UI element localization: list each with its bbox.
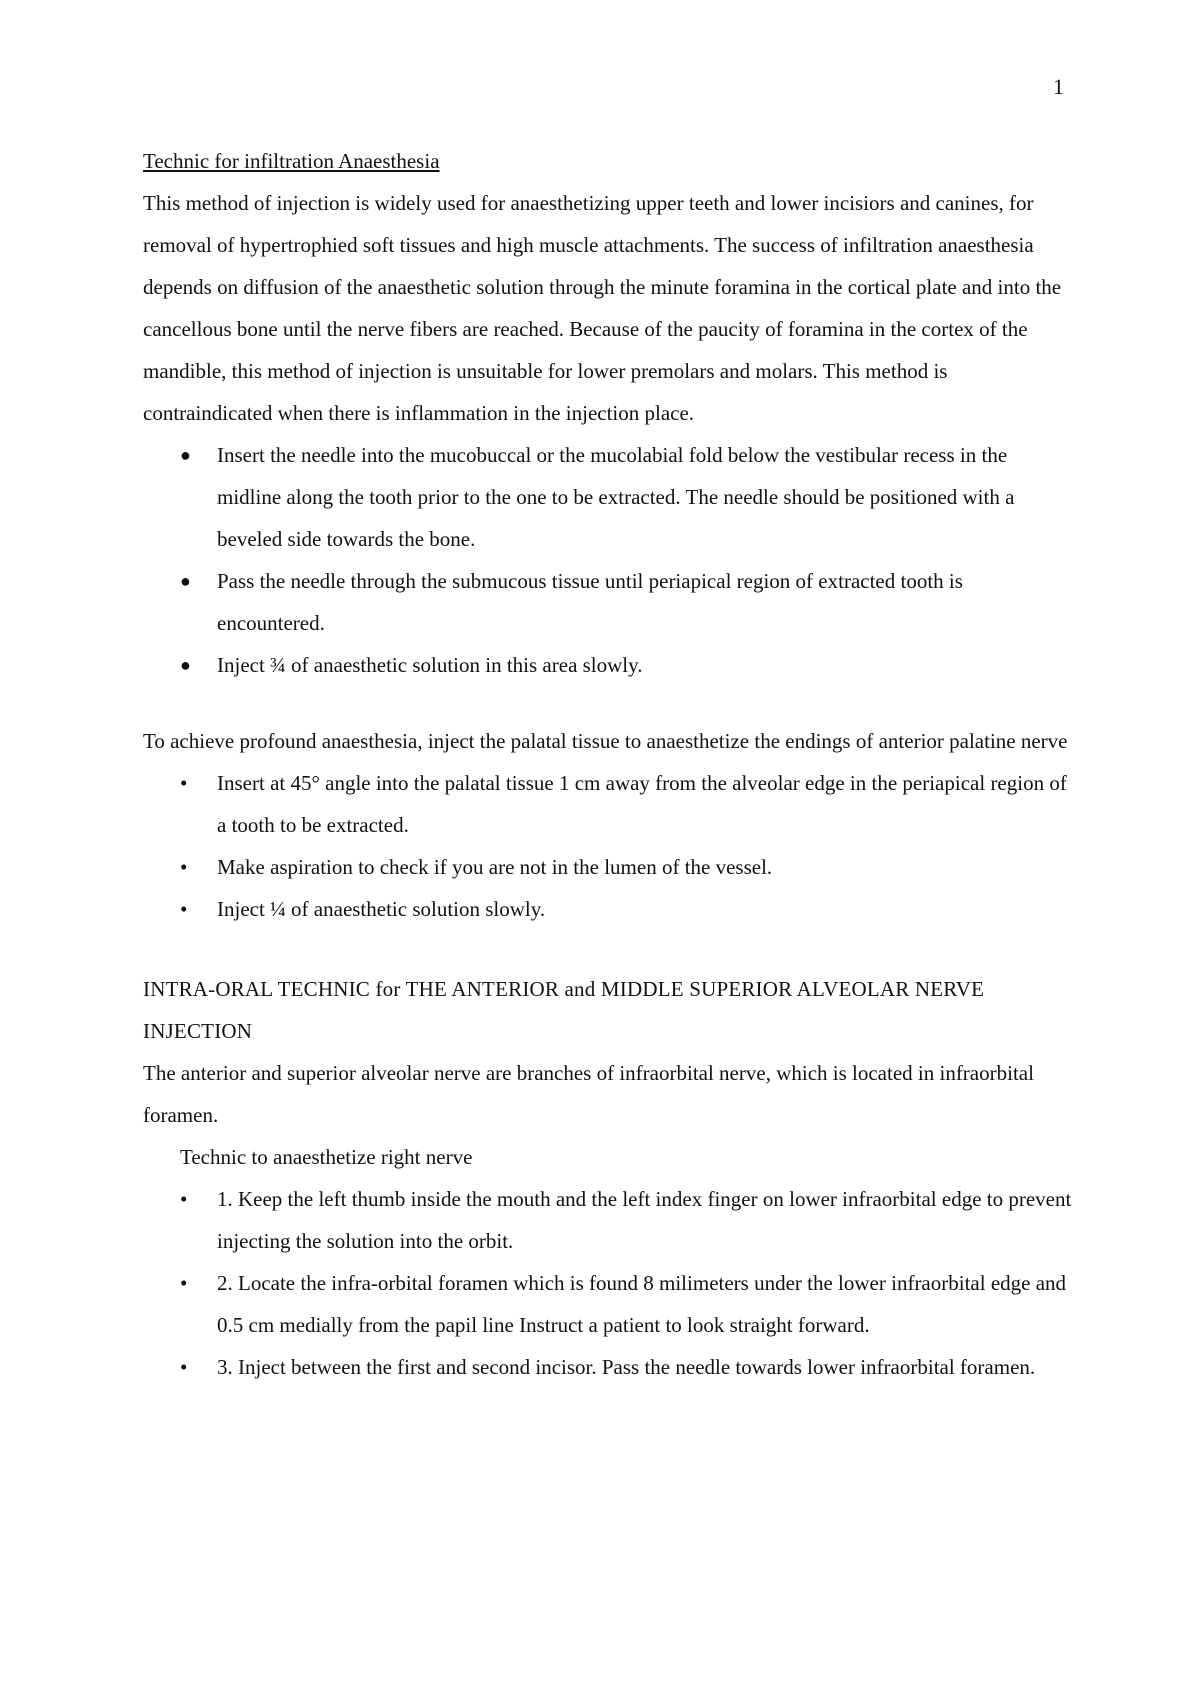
step-text: 3. Inject between the first and second incisor. Pass the needle towards lower infraorbital foramen.: [217, 1355, 1036, 1379]
bullet-icon: •: [180, 897, 188, 921]
section-spacer: [143, 930, 1073, 968]
section-subheading-right-nerve: Technic to anaesthetize right nerve: [180, 1145, 473, 1169]
section-intro-palatal: To achieve profound anaesthesia, inject the palatal tissue to anaesthetize the endings of anterior palatine nerve: [143, 729, 1068, 753]
document-body: [143, 140, 1073, 1388]
bullet-icon: ●: [180, 571, 191, 591]
bullet-icon: •: [180, 1271, 188, 1295]
section-intro-infiltration: This method of injection is widely used for anaesthetizing upper teeth and lower incisiors and canines, for removal of hypertrophied soft tissues and high muscle attachments. The success of infiltration anaesthesia depends on diffusion of the anaesthetic solution through the minute foramina in the cortical plate and into the cancellous bone until the nerve fibers are reached. Because of the paucity of foramina in the cortex of the mandible, this method of injection is unsuitable for lower premolars and molars. This method is contraindicated when there is inflammation in the injection place.: [143, 191, 1062, 425]
section-intro-alveolar: The anterior and superior alveolar nerve are branches of infraorbital nerve, which is located in infraorbital foramen.: [143, 1061, 1034, 1127]
step-text: Inject ¾ of anaesthetic solution in this area slowly.: [217, 653, 643, 677]
list-item: [143, 762, 1073, 846]
steps-list-infiltration: [143, 434, 1073, 686]
list-item: [143, 434, 1073, 560]
step-text: 1. Keep the left thumb inside the mouth and the left index finger on lower infraorbital edge to prevent injecting the solution into the orbit.: [217, 1187, 1072, 1253]
bullet-icon: •: [180, 1355, 188, 1379]
bullet-icon: •: [180, 855, 188, 879]
list-item: [143, 1346, 1073, 1388]
step-text: Inject ¼ of anaesthetic solution slowly.: [217, 897, 546, 921]
section-heading-alveolar: INTRA-ORAL TECHNIC for THE ANTERIOR and MIDDLE SUPERIOR ALVEOLAR NERVE INJECTION: [143, 977, 985, 1043]
bullet-icon: ●: [180, 655, 191, 675]
list-item: [143, 1178, 1073, 1262]
step-text: Make aspiration to check if you are not in the lumen of the vessel.: [217, 855, 773, 879]
steps-list-alveolar: [143, 1178, 1073, 1388]
page-number: 1: [1053, 74, 1064, 99]
list-item: [143, 846, 1073, 888]
steps-list-palatal: [143, 762, 1073, 930]
list-item: [143, 888, 1073, 930]
step-text: Pass the needle through the submucous tissue until periapical region of extracted tooth is encountered.: [217, 569, 963, 635]
step-text: 2. Locate the infra-orbital foramen which is found 8 milimeters under the lower infraorbital edge and 0.5 cm medially from the papil line Instruct a patient to look straight forward.: [217, 1271, 1067, 1337]
step-text: Insert at 45° angle into the palatal tissue 1 cm away from the alveolar edge in the periapical region of a tooth to be extracted.: [217, 771, 1067, 837]
list-item: [143, 560, 1073, 644]
bullet-icon: •: [180, 1187, 188, 1211]
bullet-icon: •: [180, 771, 188, 795]
step-text: Insert the needle into the mucobuccal or the mucolabial fold below the vestibular recess in the midline along the tooth prior to the one to be extracted. The needle should be positioned with a beveled side towards the bone.: [217, 443, 1015, 551]
list-item: [143, 644, 1073, 686]
list-item: [143, 1262, 1073, 1346]
section-spacer: [143, 686, 1073, 720]
bullet-icon: ●: [180, 445, 191, 465]
section-heading-infiltration: Technic for infiltration Anaesthesia: [143, 149, 440, 173]
